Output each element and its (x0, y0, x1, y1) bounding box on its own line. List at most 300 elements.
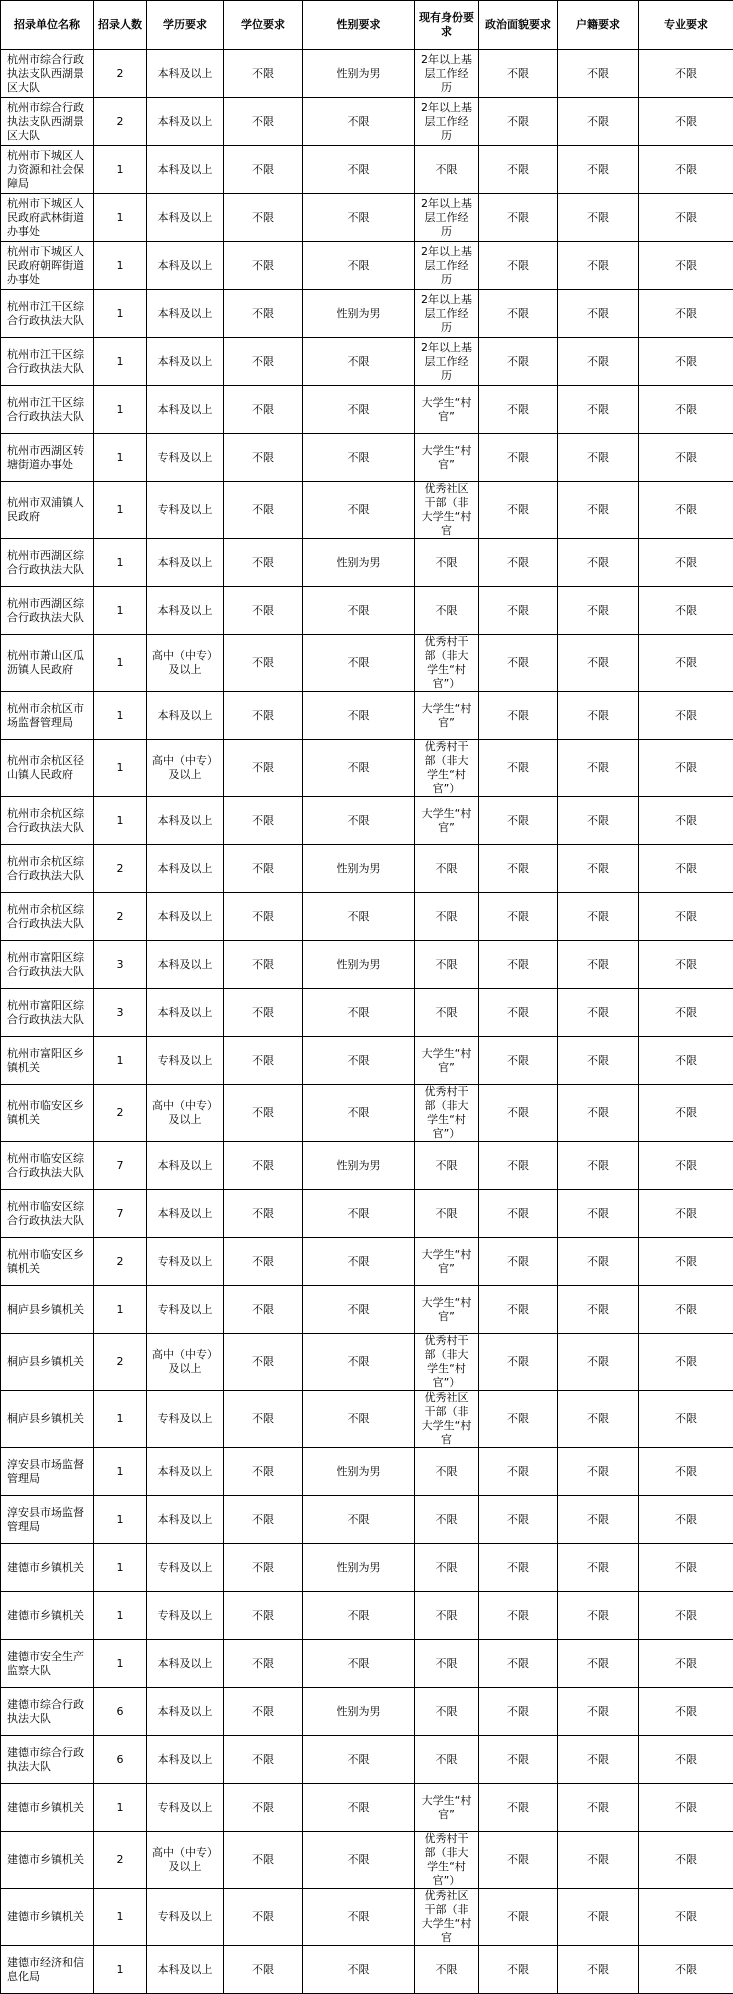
degree-cell: 不限 (224, 941, 303, 989)
major-cell: 不限 (639, 1448, 733, 1496)
recruit-count-cell: 2 (94, 1238, 147, 1286)
recruit-count-cell: 2 (94, 98, 147, 146)
degree-cell: 不限 (224, 1544, 303, 1592)
education-cell: 本科及以上 (147, 1190, 224, 1238)
table-row (1, 635, 733, 692)
hukou-cell: 不限 (558, 1832, 639, 1889)
degree-cell: 不限 (224, 1946, 303, 1994)
table-row (1, 1784, 733, 1832)
political-cell: 不限 (479, 539, 558, 587)
header-hukou: 户籍要求 (558, 1, 639, 50)
unit-name-cell: 杭州市下城区人民政府朝晖街道办事处 (1, 242, 94, 290)
unit-name-cell: 杭州市临安区乡镇机关 (1, 1238, 94, 1286)
hukou-cell: 不限 (558, 146, 639, 194)
political-cell: 不限 (479, 146, 558, 194)
identity-cell: 不限 (415, 1544, 479, 1592)
political-cell: 不限 (479, 242, 558, 290)
identity-cell: 2年以上基层工作经历 (415, 50, 479, 98)
hukou-cell: 不限 (558, 1391, 639, 1448)
gender-cell: 不限 (303, 1592, 415, 1640)
degree-cell: 不限 (224, 1889, 303, 1946)
major-cell: 不限 (639, 893, 733, 941)
major-cell: 不限 (639, 740, 733, 797)
degree-cell: 不限 (224, 290, 303, 338)
political-cell: 不限 (479, 845, 558, 893)
hukou-cell: 不限 (558, 1142, 639, 1190)
unit-name-cell: 杭州市临安区综合行政执法大队 (1, 1190, 94, 1238)
major-cell: 不限 (639, 1142, 733, 1190)
political-cell: 不限 (479, 98, 558, 146)
table-row (1, 1946, 733, 1994)
hukou-cell: 不限 (558, 1238, 639, 1286)
unit-name-cell: 建德市乡镇机关 (1, 1784, 94, 1832)
table-row (1, 1142, 733, 1190)
identity-cell: 不限 (415, 587, 479, 635)
hukou-cell: 不限 (558, 1946, 639, 1994)
identity-cell: 大学生“村官” (415, 797, 479, 845)
table-row (1, 587, 733, 635)
major-cell: 不限 (639, 1736, 733, 1784)
identity-cell: 优秀社区干部（非大学生“村官 (415, 1889, 479, 1946)
hukou-cell: 不限 (558, 50, 639, 98)
degree-cell: 不限 (224, 1736, 303, 1784)
political-cell: 不限 (479, 989, 558, 1037)
hukou-cell: 不限 (558, 1496, 639, 1544)
gender-cell: 性别为男 (303, 1448, 415, 1496)
gender-cell: 性别为男 (303, 290, 415, 338)
major-cell: 不限 (639, 434, 733, 482)
political-cell: 不限 (479, 1889, 558, 1946)
gender-cell: 不限 (303, 1334, 415, 1391)
recruit-count-cell: 1 (94, 1037, 147, 1085)
table-row (1, 941, 733, 989)
hukou-cell: 不限 (558, 434, 639, 482)
recruit-count-cell: 1 (94, 482, 147, 539)
table-row (1, 1286, 733, 1334)
identity-cell: 优秀村干部（非大学生“村官”） (415, 1832, 479, 1889)
recruit-count-cell: 1 (94, 1946, 147, 1994)
recruit-count-cell: 1 (94, 797, 147, 845)
major-cell: 不限 (639, 1784, 733, 1832)
political-cell: 不限 (479, 1391, 558, 1448)
major-cell: 不限 (639, 1592, 733, 1640)
education-cell: 本科及以上 (147, 587, 224, 635)
unit-name-cell: 杭州市综合行政执法支队西湖景区大队 (1, 50, 94, 98)
identity-cell: 2年以上基层工作经历 (415, 194, 479, 242)
major-cell: 不限 (639, 1640, 733, 1688)
degree-cell: 不限 (224, 98, 303, 146)
political-cell: 不限 (479, 1736, 558, 1784)
gender-cell: 不限 (303, 98, 415, 146)
recruit-count-cell: 1 (94, 635, 147, 692)
recruit-count-cell: 2 (94, 1334, 147, 1391)
unit-name-cell: 杭州市余杭区综合行政执法大队 (1, 893, 94, 941)
degree-cell: 不限 (224, 1784, 303, 1832)
degree-cell: 不限 (224, 386, 303, 434)
recruit-count-cell: 1 (94, 1640, 147, 1688)
unit-name-cell: 建德市经济和信息化局 (1, 1946, 94, 1994)
degree-cell: 不限 (224, 1190, 303, 1238)
identity-cell: 不限 (415, 1592, 479, 1640)
education-cell: 专科及以上 (147, 434, 224, 482)
recruit-count-cell: 1 (94, 1448, 147, 1496)
gender-cell: 不限 (303, 1832, 415, 1889)
unit-name-cell: 建德市乡镇机关 (1, 1889, 94, 1946)
major-cell: 不限 (639, 692, 733, 740)
major-cell: 不限 (639, 1037, 733, 1085)
hukou-cell: 不限 (558, 539, 639, 587)
unit-name-cell: 建德市综合行政执法大队 (1, 1688, 94, 1736)
degree-cell: 不限 (224, 797, 303, 845)
recruit-count-cell: 1 (94, 1889, 147, 1946)
recruit-count-cell: 1 (94, 1286, 147, 1334)
education-cell: 本科及以上 (147, 1448, 224, 1496)
unit-name-cell: 桐庐县乡镇机关 (1, 1334, 94, 1391)
identity-cell: 不限 (415, 845, 479, 893)
major-cell: 不限 (639, 194, 733, 242)
degree-cell: 不限 (224, 1238, 303, 1286)
table-row (1, 482, 733, 539)
table-row (1, 50, 733, 98)
degree-cell: 不限 (224, 740, 303, 797)
gender-cell: 不限 (303, 1496, 415, 1544)
recruit-count-cell: 1 (94, 386, 147, 434)
political-cell: 不限 (479, 1832, 558, 1889)
table-row (1, 1238, 733, 1286)
degree-cell: 不限 (224, 338, 303, 386)
gender-cell: 不限 (303, 635, 415, 692)
recruit-count-cell: 2 (94, 1085, 147, 1142)
hukou-cell: 不限 (558, 1448, 639, 1496)
unit-name-cell: 杭州市西湖区综合行政执法大队 (1, 587, 94, 635)
education-cell: 专科及以上 (147, 1592, 224, 1640)
recruit-count-cell: 1 (94, 194, 147, 242)
major-cell: 不限 (639, 290, 733, 338)
unit-name-cell: 建德市乡镇机关 (1, 1544, 94, 1592)
table-row (1, 1688, 733, 1736)
degree-cell: 不限 (224, 893, 303, 941)
identity-cell: 不限 (415, 941, 479, 989)
identity-cell: 2年以上基层工作经历 (415, 242, 479, 290)
major-cell: 不限 (639, 1238, 733, 1286)
table-row (1, 98, 733, 146)
gender-cell: 不限 (303, 242, 415, 290)
major-cell: 不限 (639, 50, 733, 98)
degree-cell: 不限 (224, 635, 303, 692)
degree-cell: 不限 (224, 539, 303, 587)
hukou-cell: 不限 (558, 1037, 639, 1085)
major-cell: 不限 (639, 1688, 733, 1736)
major-cell: 不限 (639, 482, 733, 539)
political-cell: 不限 (479, 1286, 558, 1334)
recruit-count-cell: 2 (94, 893, 147, 941)
gender-cell: 不限 (303, 1085, 415, 1142)
education-cell: 专科及以上 (147, 482, 224, 539)
gender-cell: 性别为男 (303, 539, 415, 587)
hukou-cell: 不限 (558, 1784, 639, 1832)
political-cell: 不限 (479, 587, 558, 635)
hukou-cell: 不限 (558, 692, 639, 740)
major-cell: 不限 (639, 539, 733, 587)
education-cell: 本科及以上 (147, 1496, 224, 1544)
hukou-cell: 不限 (558, 845, 639, 893)
recruit-count-cell: 1 (94, 242, 147, 290)
hukou-cell: 不限 (558, 740, 639, 797)
table-row (1, 893, 733, 941)
degree-cell: 不限 (224, 1496, 303, 1544)
identity-cell: 不限 (415, 1142, 479, 1190)
table-row (1, 338, 733, 386)
unit-name-cell: 杭州市江干区综合行政执法大队 (1, 290, 94, 338)
hukou-cell: 不限 (558, 242, 639, 290)
political-cell: 不限 (479, 50, 558, 98)
hukou-cell: 不限 (558, 941, 639, 989)
hukou-cell: 不限 (558, 893, 639, 941)
education-cell: 本科及以上 (147, 50, 224, 98)
header-unit-name: 招录单位名称 (1, 1, 94, 50)
table-row (1, 989, 733, 1037)
major-cell: 不限 (639, 1544, 733, 1592)
identity-cell: 不限 (415, 146, 479, 194)
table-row (1, 290, 733, 338)
gender-cell: 不限 (303, 482, 415, 539)
table-row (1, 194, 733, 242)
gender-cell: 不限 (303, 797, 415, 845)
recruit-count-cell: 6 (94, 1688, 147, 1736)
political-cell: 不限 (479, 1142, 558, 1190)
recruit-count-cell: 1 (94, 539, 147, 587)
gender-cell: 不限 (303, 1190, 415, 1238)
major-cell: 不限 (639, 797, 733, 845)
table-header (1, 1, 733, 50)
hukou-cell: 不限 (558, 1889, 639, 1946)
identity-cell: 大学生“村官” (415, 1238, 479, 1286)
political-cell: 不限 (479, 1688, 558, 1736)
hukou-cell: 不限 (558, 482, 639, 539)
identity-cell: 大学生“村官” (415, 386, 479, 434)
unit-name-cell: 杭州市双浦镇人民政府 (1, 482, 94, 539)
unit-name-cell: 杭州市富阳区综合行政执法大队 (1, 989, 94, 1037)
education-cell: 本科及以上 (147, 797, 224, 845)
education-cell: 本科及以上 (147, 1640, 224, 1688)
education-cell: 本科及以上 (147, 1688, 224, 1736)
education-cell: 本科及以上 (147, 989, 224, 1037)
education-cell: 本科及以上 (147, 1946, 224, 1994)
major-cell: 不限 (639, 1286, 733, 1334)
unit-name-cell: 桐庐县乡镇机关 (1, 1391, 94, 1448)
table-row (1, 692, 733, 740)
major-cell: 不限 (639, 989, 733, 1037)
gender-cell: 性别为男 (303, 50, 415, 98)
major-cell: 不限 (639, 1391, 733, 1448)
table-row (1, 386, 733, 434)
education-cell: 本科及以上 (147, 692, 224, 740)
recruit-count-cell: 1 (94, 1391, 147, 1448)
recruit-count-cell: 3 (94, 989, 147, 1037)
identity-cell: 不限 (415, 1448, 479, 1496)
hukou-cell: 不限 (558, 1085, 639, 1142)
table-row (1, 1190, 733, 1238)
degree-cell: 不限 (224, 194, 303, 242)
table-row (1, 1736, 733, 1784)
gender-cell: 不限 (303, 1037, 415, 1085)
gender-cell: 不限 (303, 146, 415, 194)
political-cell: 不限 (479, 893, 558, 941)
education-cell: 本科及以上 (147, 194, 224, 242)
political-cell: 不限 (479, 1448, 558, 1496)
hukou-cell: 不限 (558, 1190, 639, 1238)
identity-cell: 2年以上基层工作经历 (415, 338, 479, 386)
table-row (1, 1640, 733, 1688)
recruit-count-cell: 1 (94, 146, 147, 194)
header-education: 学历要求 (147, 1, 224, 50)
recruit-count-cell: 2 (94, 845, 147, 893)
unit-name-cell: 杭州市余杭区径山镇人民政府 (1, 740, 94, 797)
major-cell: 不限 (639, 587, 733, 635)
identity-cell: 不限 (415, 1688, 479, 1736)
degree-cell: 不限 (224, 1832, 303, 1889)
hukou-cell: 不限 (558, 989, 639, 1037)
recruit-count-cell: 1 (94, 1592, 147, 1640)
recruit-count-cell: 1 (94, 740, 147, 797)
table-row (1, 1889, 733, 1946)
table-row (1, 1448, 733, 1496)
recruit-count-cell: 1 (94, 338, 147, 386)
gender-cell: 不限 (303, 1736, 415, 1784)
identity-cell: 不限 (415, 1736, 479, 1784)
unit-name-cell: 杭州市江干区综合行政执法大队 (1, 386, 94, 434)
degree-cell: 不限 (224, 845, 303, 893)
unit-name-cell: 淳安县市场监督管理局 (1, 1496, 94, 1544)
major-cell: 不限 (639, 1496, 733, 1544)
major-cell: 不限 (639, 1946, 733, 1994)
identity-cell: 不限 (415, 539, 479, 587)
political-cell: 不限 (479, 1037, 558, 1085)
table-row (1, 740, 733, 797)
table-row (1, 434, 733, 482)
gender-cell: 性别为男 (303, 941, 415, 989)
political-cell: 不限 (479, 635, 558, 692)
major-cell: 不限 (639, 386, 733, 434)
education-cell: 本科及以上 (147, 1736, 224, 1784)
major-cell: 不限 (639, 338, 733, 386)
unit-name-cell: 建德市综合行政执法大队 (1, 1736, 94, 1784)
unit-name-cell: 淳安县市场监督管理局 (1, 1448, 94, 1496)
major-cell: 不限 (639, 845, 733, 893)
gender-cell: 不限 (303, 587, 415, 635)
education-cell: 本科及以上 (147, 146, 224, 194)
education-cell: 高中（中专）及以上 (147, 1832, 224, 1889)
unit-name-cell: 杭州市临安区综合行政执法大队 (1, 1142, 94, 1190)
identity-cell: 不限 (415, 1946, 479, 1994)
political-cell: 不限 (479, 740, 558, 797)
education-cell: 本科及以上 (147, 242, 224, 290)
degree-cell: 不限 (224, 692, 303, 740)
recruit-count-cell: 7 (94, 1142, 147, 1190)
degree-cell: 不限 (224, 1037, 303, 1085)
major-cell: 不限 (639, 941, 733, 989)
recruit-count-cell: 7 (94, 1190, 147, 1238)
recruit-count-cell: 1 (94, 587, 147, 635)
unit-name-cell: 杭州市西湖区转塘街道办事处 (1, 434, 94, 482)
recruit-count-cell: 1 (94, 1544, 147, 1592)
identity-cell: 大学生“村官” (415, 692, 479, 740)
gender-cell: 不限 (303, 434, 415, 482)
political-cell: 不限 (479, 434, 558, 482)
degree-cell: 不限 (224, 587, 303, 635)
education-cell: 本科及以上 (147, 338, 224, 386)
hukou-cell: 不限 (558, 290, 639, 338)
hukou-cell: 不限 (558, 194, 639, 242)
hukou-cell: 不限 (558, 1640, 639, 1688)
recruit-count-cell: 1 (94, 434, 147, 482)
major-cell: 不限 (639, 98, 733, 146)
gender-cell: 不限 (303, 1286, 415, 1334)
identity-cell: 优秀村干部（非大学生“村官”） (415, 1334, 479, 1391)
major-cell: 不限 (639, 1832, 733, 1889)
education-cell: 高中（中专）及以上 (147, 635, 224, 692)
identity-cell: 不限 (415, 1496, 479, 1544)
identity-cell: 2年以上基层工作经历 (415, 98, 479, 146)
political-cell: 不限 (479, 1544, 558, 1592)
header-identity: 现有身份要求 (415, 1, 479, 50)
gender-cell: 不限 (303, 1640, 415, 1688)
hukou-cell: 不限 (558, 1286, 639, 1334)
political-cell: 不限 (479, 1238, 558, 1286)
unit-name-cell: 杭州市下城区人民政府武林街道办事处 (1, 194, 94, 242)
recruit-count-cell: 6 (94, 1736, 147, 1784)
identity-cell: 优秀社区干部（非大学生“村官 (415, 482, 479, 539)
education-cell: 专科及以上 (147, 1544, 224, 1592)
table-row (1, 845, 733, 893)
unit-name-cell: 建德市乡镇机关 (1, 1832, 94, 1889)
unit-name-cell: 桐庐县乡镇机关 (1, 1286, 94, 1334)
hukou-cell: 不限 (558, 338, 639, 386)
table-row (1, 1832, 733, 1889)
gender-cell: 性别为男 (303, 845, 415, 893)
education-cell: 本科及以上 (147, 941, 224, 989)
political-cell: 不限 (479, 1784, 558, 1832)
identity-cell: 不限 (415, 1640, 479, 1688)
political-cell: 不限 (479, 1640, 558, 1688)
header-recruit-count: 招录人数 (94, 1, 147, 50)
degree-cell: 不限 (224, 146, 303, 194)
political-cell: 不限 (479, 797, 558, 845)
political-cell: 不限 (479, 194, 558, 242)
political-cell: 不限 (479, 1085, 558, 1142)
unit-name-cell: 建德市乡镇机关 (1, 1592, 94, 1640)
degree-cell: 不限 (224, 1592, 303, 1640)
degree-cell: 不限 (224, 1391, 303, 1448)
major-cell: 不限 (639, 1889, 733, 1946)
identity-cell: 大学生“村官” (415, 1784, 479, 1832)
gender-cell: 不限 (303, 386, 415, 434)
unit-name-cell: 杭州市临安区乡镇机关 (1, 1085, 94, 1142)
political-cell: 不限 (479, 1592, 558, 1640)
major-cell: 不限 (639, 1334, 733, 1391)
hukou-cell: 不限 (558, 1592, 639, 1640)
degree-cell: 不限 (224, 1142, 303, 1190)
hukou-cell: 不限 (558, 386, 639, 434)
hukou-cell: 不限 (558, 797, 639, 845)
education-cell: 高中（中专）及以上 (147, 1334, 224, 1391)
recruit-count-cell: 2 (94, 50, 147, 98)
table-row (1, 1085, 733, 1142)
unit-name-cell: 杭州市西湖区综合行政执法大队 (1, 539, 94, 587)
education-cell: 专科及以上 (147, 1889, 224, 1946)
major-cell: 不限 (639, 635, 733, 692)
major-cell: 不限 (639, 1085, 733, 1142)
